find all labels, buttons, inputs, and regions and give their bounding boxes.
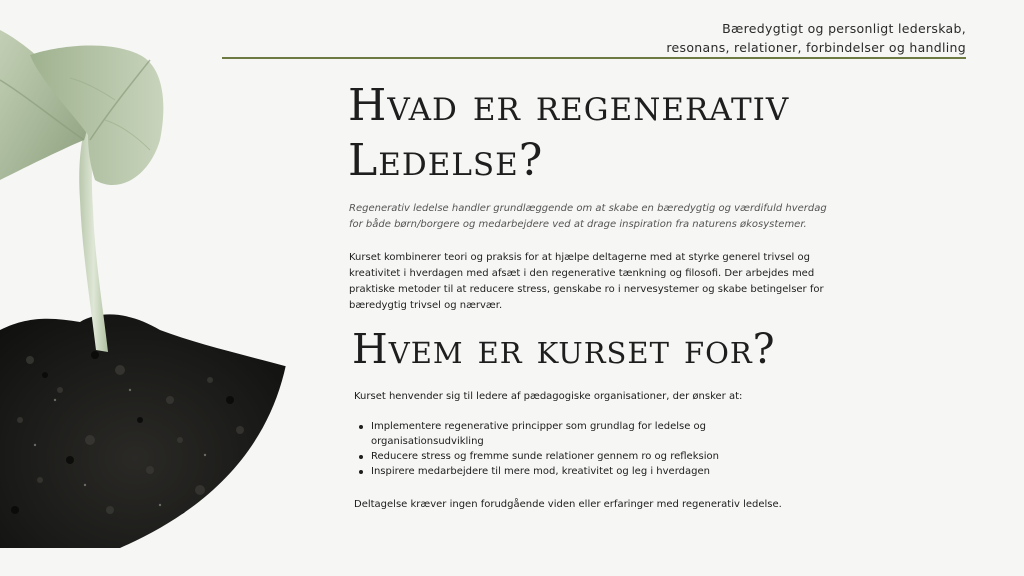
tagline-line-1: Bæredygtigt og personligt lederskab, — [722, 21, 966, 36]
prerequisites-note: Deltagelse kræver ingen forudgående viden eller erfaringer med regenerativ ledelse. — [354, 499, 782, 510]
section-1-heading — [348, 78, 888, 188]
section-1-heading-line-2: Ledelse? — [348, 135, 544, 186]
section-1-intro: Regenerativ ledelse handler grundlæggende om at skabe en bæredygtig og værdifuld hverdag for både børn/borgere og medarbejdere ved at drage inspiration fra naturens økosystemer. — [349, 203, 827, 230]
list-item: Implementere regenerative principper som grundlag for ledelse og organisationsudvikling — [354, 419, 744, 449]
list-item: Reducere stress og fremme sunde relationer gennem ro og refleksion — [354, 449, 744, 464]
tagline — [666, 19, 966, 57]
section-2-heading: Hvem er kurset for? — [352, 325, 776, 373]
list-item: Inspirere medarbejdere til mere mod, kreativitet og leg i hverdagen — [354, 464, 744, 479]
divider-rule — [222, 57, 966, 59]
audience-list — [354, 419, 744, 479]
seedling-in-soil-image — [0, 0, 300, 576]
section-2-lead: Kurset henvender sig til ledere af pædagogiske organisationer, der ønsker at: — [354, 391, 743, 402]
tagline-line-2: resonans, relationer, forbindelser og handling — [666, 40, 966, 55]
section-1-heading-line-1: Hvad er regenerativ — [348, 80, 790, 131]
section-1-body: Kurset kombinerer teori og praksis for at hjælpe deltagerne med at styrke generel trivsel og kreativitet i hverdagen med afsæt i den regenerative tænkning og filosofi. Der arbejdes med praktiske metoder til at reducere stress, genskabe ro i nervesystemer og skabe betingelser for bæredygtig trivsel og nærvær. — [349, 252, 824, 311]
